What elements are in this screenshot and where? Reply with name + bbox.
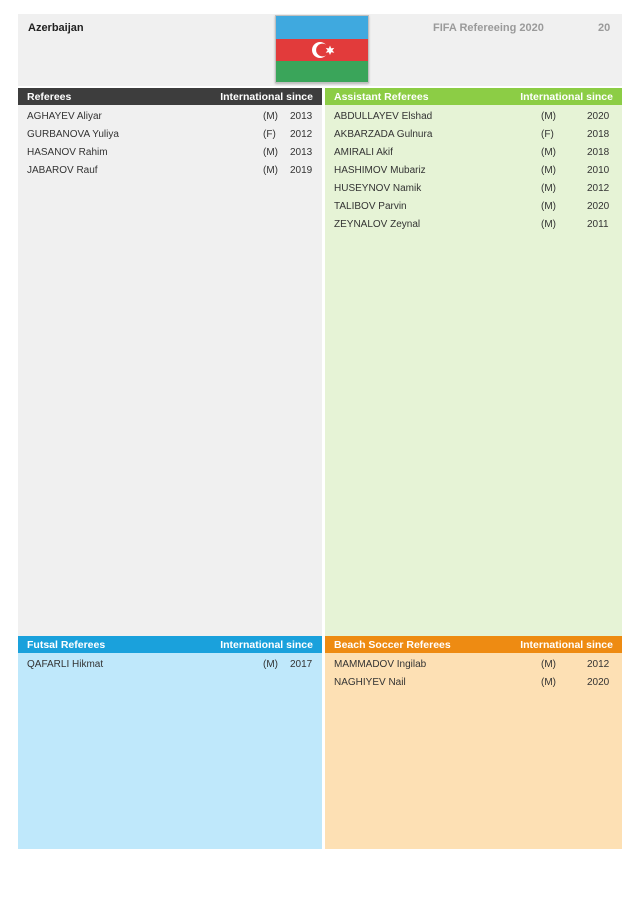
referee-name: QAFARLI Hikmat xyxy=(27,659,104,670)
table-row xyxy=(325,162,622,180)
crescent-star-icon xyxy=(276,16,369,83)
international-since-label: International since xyxy=(520,638,613,651)
international-since-year: 2012 xyxy=(587,183,610,194)
beach-soccer-referees-header-bar xyxy=(325,636,622,653)
international-since-label: International since xyxy=(520,90,613,103)
international-since-year: 2018 xyxy=(587,129,610,140)
table-row xyxy=(325,216,622,234)
international-since-year: 2013 xyxy=(290,147,313,158)
international-since-year: 2020 xyxy=(587,111,610,122)
referee-gender: (M) xyxy=(263,147,278,158)
international-since-year: 2013 xyxy=(290,111,313,122)
international-since-year: 2020 xyxy=(587,677,610,688)
page-number: 20 xyxy=(598,22,611,34)
table-row xyxy=(325,108,622,126)
beach-soccer-referees-list xyxy=(325,653,622,849)
international-since-year: 2018 xyxy=(587,147,610,158)
referee-gender: (M) xyxy=(541,201,556,212)
table-row xyxy=(18,126,322,144)
international-since-year: 2010 xyxy=(587,165,610,176)
referees-list xyxy=(18,105,322,650)
referee-gender: (M) xyxy=(541,147,556,158)
country-name: Azerbaijan xyxy=(28,22,84,34)
futsal-referees-header-bar xyxy=(18,636,322,653)
referee-gender: (M) xyxy=(263,659,278,670)
referee-gender: (M) xyxy=(541,219,556,230)
table-row xyxy=(18,656,322,674)
referee-name: GURBANOVA Yuliya xyxy=(27,129,119,140)
beach-soccer-referees-panel xyxy=(325,636,622,849)
referee-name: TALIBOV Parvin xyxy=(334,201,407,212)
referee-name: AKBARZADA Gulnura xyxy=(334,129,433,140)
table-row xyxy=(325,144,622,162)
table-row xyxy=(18,162,322,180)
international-since-year: 2017 xyxy=(290,659,313,670)
international-since-label: International since xyxy=(220,90,313,103)
referee-name: MAMMADOV Ingilab xyxy=(334,659,427,670)
referee-gender: (M) xyxy=(541,677,556,688)
azerbaijan-flag-icon xyxy=(275,15,369,83)
referee-name: HASHIMOV Mubariz xyxy=(334,165,426,176)
table-row xyxy=(18,144,322,162)
assistant-referees-panel xyxy=(325,88,622,650)
section-title: Referees xyxy=(27,90,72,103)
referee-gender: (F) xyxy=(263,129,276,140)
referees-panel xyxy=(18,88,322,650)
section-title: Assistant Referees xyxy=(334,90,429,103)
international-since-year: 2019 xyxy=(290,165,313,176)
referee-gender: (M) xyxy=(541,111,556,122)
referee-name: ZEYNALOV Zeynal xyxy=(334,219,421,230)
section-title: Futsal Referees xyxy=(27,638,106,651)
referee-name: AGHAYEV Aliyar xyxy=(27,111,102,122)
referees-header-bar xyxy=(18,88,322,105)
table-row xyxy=(18,108,322,126)
referee-name: ABDULLAYEV Elshad xyxy=(334,111,433,122)
international-since-year: 2011 xyxy=(587,219,609,230)
section-title: Beach Soccer Referees xyxy=(334,638,451,651)
table-row xyxy=(325,656,622,674)
referee-name: HASANOV Rahim xyxy=(27,147,108,158)
referee-name: JABAROV Rauf xyxy=(27,165,98,176)
referee-name: AMIRALI Akif xyxy=(334,147,393,158)
futsal-referees-list xyxy=(18,653,322,849)
publication-title: FIFA Refereeing 2020 xyxy=(433,22,544,34)
page-header xyxy=(18,14,622,86)
international-since-year: 2012 xyxy=(290,129,313,140)
table-row xyxy=(325,198,622,216)
international-since-year: 2020 xyxy=(587,201,610,212)
referee-gender: (F) xyxy=(541,129,554,140)
futsal-referees-panel xyxy=(18,636,322,849)
referee-gender: (M) xyxy=(263,111,278,122)
referee-gender: (M) xyxy=(541,659,556,670)
referee-gender: (M) xyxy=(541,165,556,176)
table-row xyxy=(325,674,622,692)
referee-name: NAGHIYEV Nail xyxy=(334,677,406,688)
referee-gender: (M) xyxy=(263,165,278,176)
assistant-referees-list xyxy=(325,105,622,650)
referee-gender: (M) xyxy=(541,183,556,194)
international-since-label: International since xyxy=(220,638,313,651)
table-row xyxy=(325,126,622,144)
table-row xyxy=(325,180,622,198)
referee-name: HUSEYNOV Namik xyxy=(334,183,422,194)
assistant-referees-header-bar xyxy=(325,88,622,105)
international-since-year: 2012 xyxy=(587,659,610,670)
